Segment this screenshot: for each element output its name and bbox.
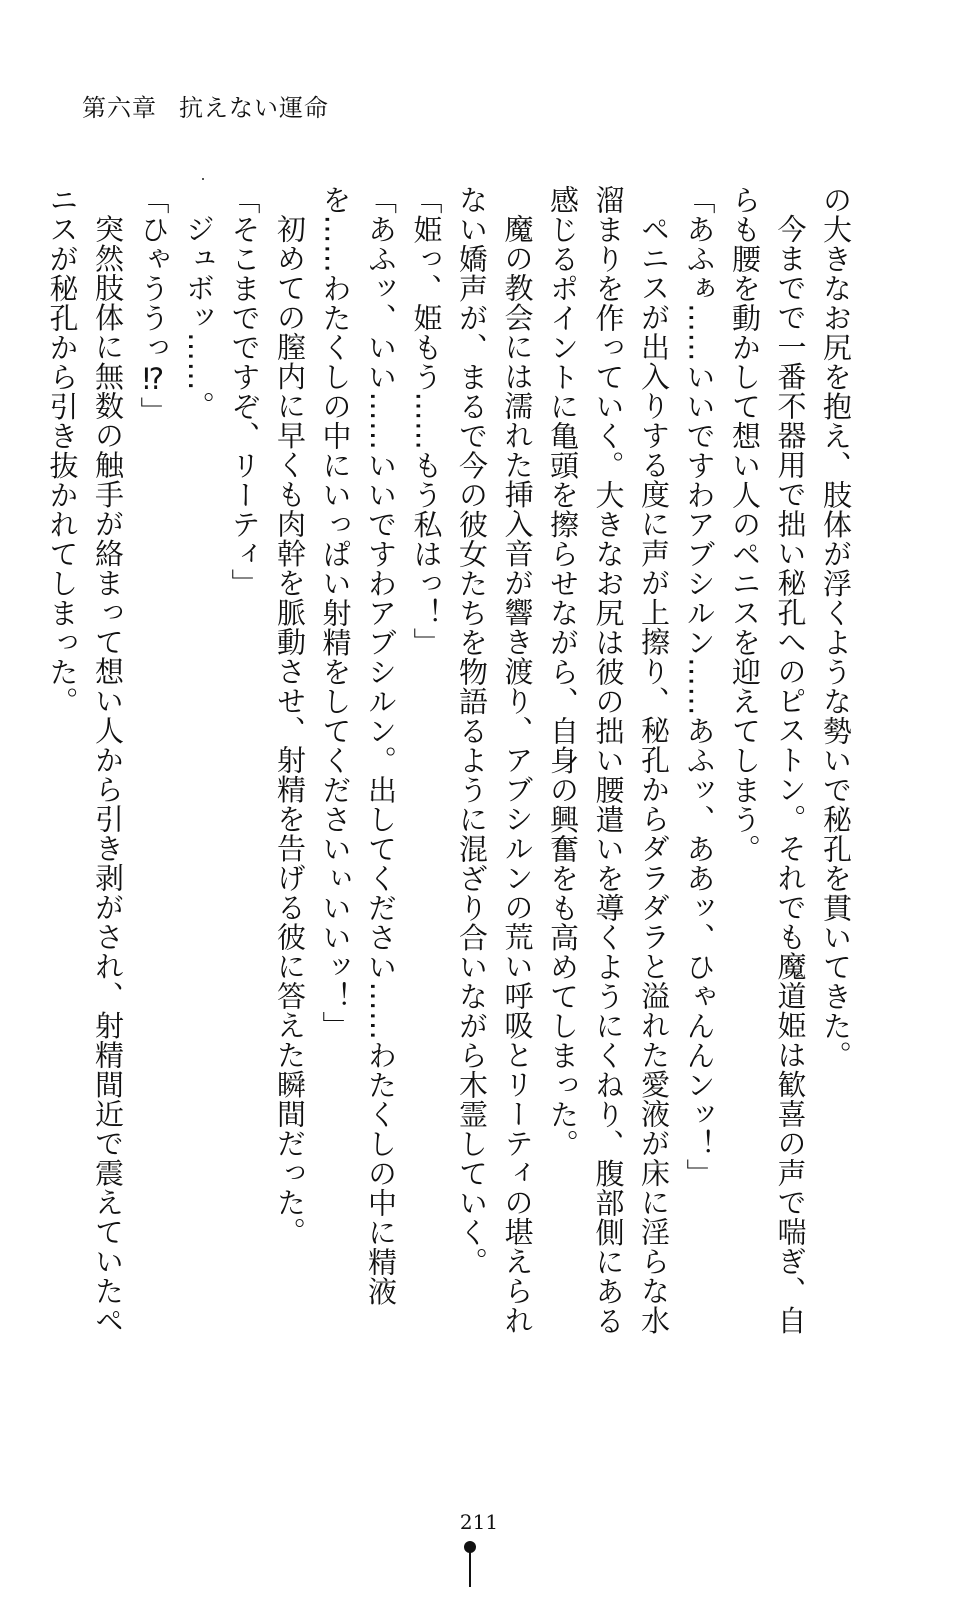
paragraph: ペニスが出入りする度に声が上擦り、秘孔からダラダラと溢れた愛液が床に淫らな水溜まりを作っていく。大きなお尻は彼の拙い腰遣いを導くようにくねり、腹部側にある感じるポイントに亀頭を擦らせながら、自身の興奮をも高めてしまった。 — [546, 185, 671, 1336]
print-speck — [202, 178, 204, 180]
paragraph: 「そこまでですぞ、リーティ」 — [227, 185, 262, 598]
chapter-title: 抗えない運命 — [179, 94, 329, 122]
page-marker-icon — [469, 1541, 471, 1587]
paragraph: の大きなお尻を抱え、肢体が浮くような勢いで秘孔を貫いてきた。 — [819, 185, 853, 1070]
paragraph: 突然肢体に無数の触手が絡まって想い人から引き剥がされ、射精間近で震えていたペニスが秘孔から引き抜かれてしまった。 — [45, 185, 125, 1335]
vertical-body-text — [45, 185, 858, 1345]
paragraph: 「あふッ、いい……いいですわアブシルン。出してください……わたくしの中に精液を……わたくしの中にいっぱい射精をしてくださいぃいいッ！」 — [318, 185, 398, 1306]
paragraph: ジュボッ……。 — [182, 214, 216, 421]
paragraph: 「姫っ、姫もう……もう私はっ！」 — [409, 185, 444, 657]
paragraph: 魔の教会には濡れた挿入音が響き渡り、アブシルンの荒い呼吸とリーティの堪えられない嬌声が、まるで今の彼女たちを物語るように混ざり合いながら木霊していく。 — [455, 185, 535, 1335]
paragraph: 今までで一番不器用で拙い秘孔へのピストン。それでも魔道姫は歓喜の声で喘ぎ、自らも腰を動かして想い人のペニスを迎えてしまう。 — [728, 185, 808, 1335]
page-number: 211 — [459, 1510, 499, 1534]
paragraph: 「あふぁ……いいですわアブシルン……あふッ、ああッ、ひゃんんンッ！」 — [682, 185, 717, 1188]
chapter-number: 第六章 — [82, 94, 157, 122]
chapter-header — [82, 88, 329, 123]
page-marker-line — [469, 1551, 471, 1587]
paragraph: 初めての膣内に早くも肉幹を脈動させ、射精を告げる彼に答えた瞬間だった。 — [273, 214, 307, 1247]
paragraph: 「ひゃううっ⁉」 — [136, 185, 171, 426]
